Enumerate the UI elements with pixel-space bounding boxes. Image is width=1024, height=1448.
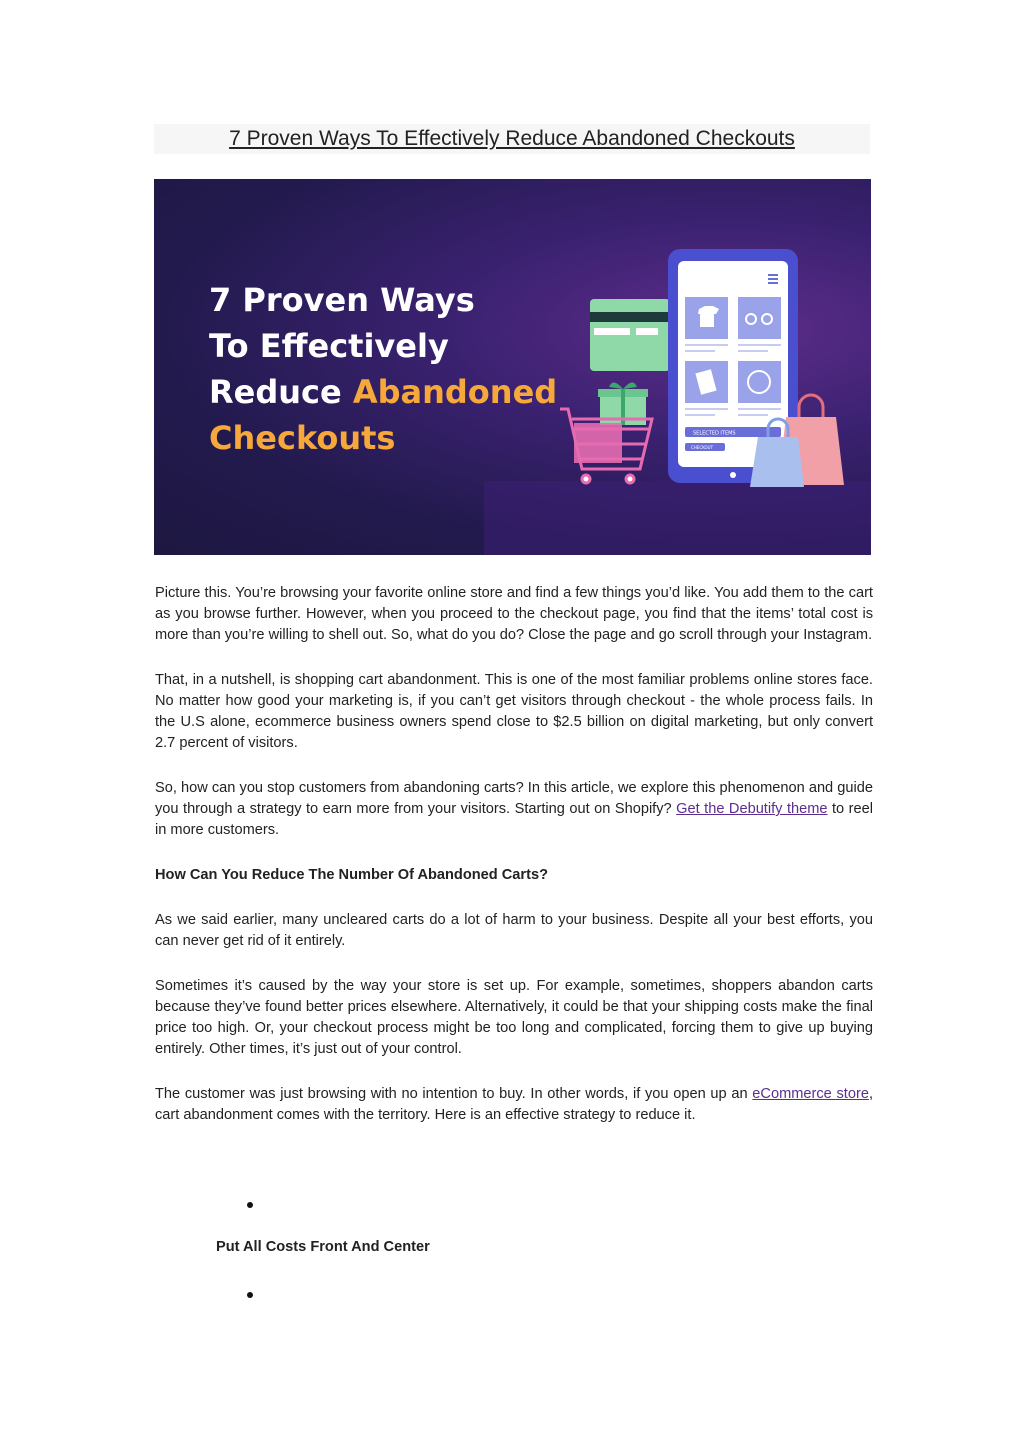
banner-line-1: 7 Proven Ways — [209, 281, 475, 319]
banner-line-3-accent: Abandoned — [352, 373, 558, 411]
paragraph-6 — [155, 1084, 873, 1126]
paragraph-2: That, in a nutshell, is shopping cart abandonment. This is one of the most familiar problems online stores face. No matter how good your marketing is, if you can’t get visitors through checkout - the whole process fails. In the U.S alone, ecommerce business owners spend close to $2.5 billion on digital marketing, but only convert 2.7 percent of visitors. — [155, 672, 873, 751]
list-item-heading: Put All Costs Front And Center — [216, 1239, 430, 1255]
banner-line-3 — [209, 369, 557, 415]
phone-button-2-label: CHECKOUT — [691, 445, 714, 450]
banner-headline — [209, 277, 557, 461]
paragraph-6-text-a: The customer was just browsing with no intention to buy. In other words, if you open up an — [155, 1086, 753, 1102]
paragraph-3-text-b: to reel in more customers. — [155, 801, 873, 838]
paragraph-3-text-a: So, how can you stop customers from abandoning carts? In this article, we explore this phenomenon and guide you through a strategy to earn more from your visitors. Starting out on Shopify? — [155, 780, 873, 817]
banner-line-4: Checkouts — [209, 419, 396, 457]
title-bar — [154, 124, 870, 154]
phone-button-1-label: SELECTED ITEMS — [693, 430, 736, 437]
hero-banner — [154, 179, 871, 555]
credit-card-icon — [590, 299, 670, 371]
article-body — [155, 583, 873, 1150]
shopping-cart-icon — [560, 409, 652, 483]
bullet-point — [247, 1202, 253, 1208]
bullet-point — [247, 1292, 253, 1298]
paragraph-1: Picture this. You’re browsing your favorite online store and find a few things you’d like. You add them to the cart as you browse further. However, when you proceed to the checkout page, you find that the items’ total cost is more than you’re willing to shell out. So, what do you do? Close the page and go scroll through your Instagram. — [155, 585, 873, 643]
banner-line-2: To Effectively — [209, 327, 449, 365]
article-title: 7 Proven Ways To Effectively Reduce Abandoned Checkouts — [229, 127, 795, 150]
section-heading: How Can You Reduce The Number Of Abandoned Carts? — [155, 867, 548, 883]
paragraph-6-text-b: , cart abandonment comes with the territory. Here is an effective strategy to reduce it. — [155, 1086, 873, 1123]
paragraph-4: As we said earlier, many uncleared carts do a lot of harm to your business. Despite all your best efforts, you can never get rid of it entirely. — [155, 912, 873, 949]
paragraph-3 — [155, 778, 873, 841]
ecommerce-store-link[interactable]: eCommerce store — [752, 1086, 869, 1102]
banner-line-3-plain: Reduce — [209, 373, 353, 411]
debutify-theme-link[interactable]: Get the Debutify theme — [676, 801, 828, 817]
paragraph-5: Sometimes it’s caused by the way your store is set up. For example, sometimes, shoppers abandon carts because they’ve found better prices elsewhere. Alternatively, it could be that your shipping costs make the final price too high. Or, your checkout process might be too long and complicated, forcing them to give up buying entirely. Other times, it’s just out of your control. — [155, 978, 873, 1057]
